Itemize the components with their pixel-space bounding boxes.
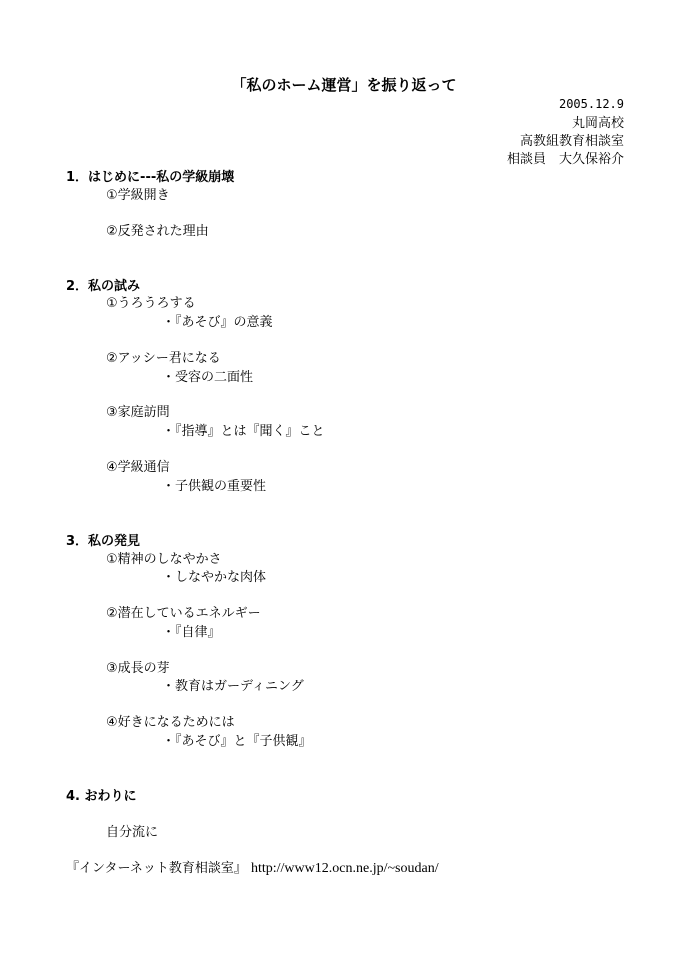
footer-line (66, 862, 439, 876)
list-item: ③成長の芽 (106, 661, 170, 676)
list-item: ②潜在しているエネルギー (106, 606, 261, 621)
document-date: 2005.12.9 (558, 97, 624, 111)
document-title: 「私のホーム運営」を振り返って (231, 76, 457, 94)
list-item: ②反発された理由 (106, 224, 209, 239)
list-subitem: ・教育はガーディニング (162, 679, 304, 694)
section-heading-1: 1．はじめに---私の学級崩壊 (66, 170, 235, 185)
list-item: ③家庭訪問 (106, 405, 170, 420)
list-item: ②アッシー君になる (106, 351, 221, 366)
list-item: ①うろうろする (106, 296, 196, 311)
section-heading-4: 4. おわりに (66, 789, 137, 804)
list-item: ④学級通信 (106, 460, 170, 475)
list-subitem: ・受容の二面性 (162, 370, 254, 385)
list-item: ①精神のしなやかさ (106, 552, 222, 567)
author-name: 相談員 大久保裕介 (506, 152, 624, 167)
list-subitem: ・しなやかな肉体 (162, 570, 267, 585)
office-name: 高教組教育相談室 (519, 134, 624, 149)
footer-label: 『インターネット教育相談室』 (66, 861, 247, 876)
list-subitem: ・『自律』 (162, 625, 221, 640)
list-subitem: ・『指導』とは『聞く』こと (162, 424, 325, 439)
list-subitem: ・『あそび』と『子供観』 (162, 734, 312, 749)
footer-url[interactable]: http://www12.ocn.ne.jp/~soudan/ (250, 861, 439, 876)
school-name: 丸岡高校 (571, 116, 624, 131)
list-subitem: ・『あそび』の意義 (162, 315, 273, 330)
section-heading-2: 2．私の試み (66, 279, 141, 294)
section-heading-3: 3．私の発見 (66, 534, 141, 549)
list-item: 自分流に (106, 825, 159, 840)
list-item: ①学級開き (106, 188, 170, 203)
list-subitem: ・子供観の重要性 (162, 479, 267, 494)
list-item: ④好きになるためには (106, 715, 235, 730)
